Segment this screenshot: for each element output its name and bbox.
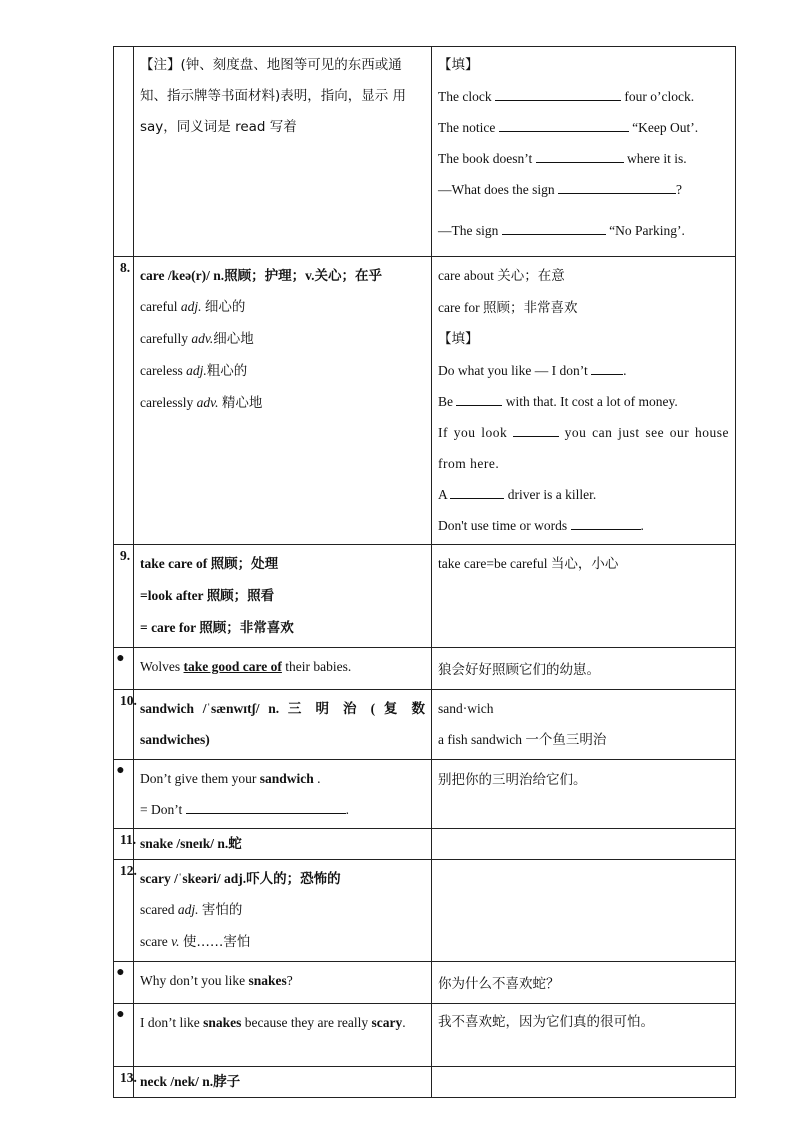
fill-label: 【填】 xyxy=(438,57,479,73)
derivative: carelessly adv. 精心地 xyxy=(140,395,263,411)
bullet-icon: ● xyxy=(114,962,134,1004)
fill-cell xyxy=(432,257,736,545)
translation-cell xyxy=(432,962,736,1004)
table-row xyxy=(114,1067,736,1098)
word-headword: snake /sneɪk/ n.蛇 xyxy=(140,836,242,851)
fill-sentence: Be with that. It cost a lot of money. xyxy=(438,394,678,409)
vocabulary-table xyxy=(113,46,736,1098)
bullet-icon: ● xyxy=(114,648,134,690)
answer-blank[interactable] xyxy=(186,801,346,814)
table-row xyxy=(114,829,736,860)
word-headword: neck /nek/ n.脖子 xyxy=(140,1074,241,1089)
row-number: 8. xyxy=(114,257,134,545)
word-cell xyxy=(134,257,432,545)
row-number: 12. xyxy=(114,860,134,962)
fill-cell xyxy=(432,47,736,257)
phrase: take care=be careful 当心，小心 xyxy=(438,556,619,571)
fill-sentence: The clock four o’clock. xyxy=(438,89,695,104)
example-sentence: = Don’t . xyxy=(140,802,349,817)
word-cell xyxy=(134,829,432,860)
example-cell xyxy=(134,962,432,1004)
translation-cell xyxy=(432,1004,736,1067)
fill-sentence: A driver is a killer. xyxy=(438,487,597,502)
example-cell xyxy=(134,648,432,690)
answer-blank[interactable] xyxy=(502,222,606,235)
table-row xyxy=(114,545,736,648)
answer-blank[interactable] xyxy=(499,119,629,132)
note-cell xyxy=(432,1067,736,1098)
table-row xyxy=(114,690,736,760)
table-row xyxy=(114,47,736,257)
note-cell xyxy=(432,545,736,648)
example-cell xyxy=(134,1004,432,1067)
answer-blank[interactable] xyxy=(513,424,559,437)
word-cell xyxy=(134,1067,432,1098)
fill-sentence: The notice “Keep Out’. xyxy=(438,120,699,135)
phrase: =look after 照顾；照看 xyxy=(140,588,275,604)
word-cell xyxy=(134,860,432,962)
fill-sentence: Don't use time or words . xyxy=(438,518,644,533)
derivative: scared adj. 害怕的 xyxy=(140,902,243,918)
derivative: scare v. 使……害怕 xyxy=(140,934,251,950)
answer-blank[interactable] xyxy=(558,181,676,194)
translation-cell xyxy=(432,760,736,829)
word-headword: scary /ˈskeəri/ adj.吓人的；恐怖的 xyxy=(140,871,341,886)
derivative: carefully adv.细心地 xyxy=(140,331,254,347)
translation-cell xyxy=(432,648,736,690)
word-headword: care /keə(r)/ n.照顾；护理；v.关心；在乎 xyxy=(140,268,382,283)
fill-sentence: —What does the sign ? xyxy=(438,182,682,197)
syllables: sand·wich xyxy=(438,701,494,716)
note-cell xyxy=(432,829,736,860)
bullet-icon: ● xyxy=(114,1004,134,1067)
row-number: 10. xyxy=(114,690,134,760)
example-sentence: Wolves take good care of their babies. xyxy=(140,659,352,674)
table-row xyxy=(114,1004,736,1067)
note-cell xyxy=(432,690,736,760)
translation: 我不喜欢蛇，因为它们真的很可怕。 xyxy=(438,1014,654,1030)
fill-sentence: —The sign “No Parking’. xyxy=(438,223,685,238)
translation: 别把你的三明治给它们。 xyxy=(438,772,587,788)
translation: 你为什么不喜欢蛇？ xyxy=(438,976,560,992)
derivative: careful adj. 细心的 xyxy=(140,299,246,315)
table-row xyxy=(114,760,736,829)
row-number xyxy=(114,47,134,257)
word-cell xyxy=(134,690,432,760)
answer-blank[interactable] xyxy=(536,150,624,163)
phrase: a fish sandwich 一个鱼三明治 xyxy=(438,732,607,748)
example-cell xyxy=(134,760,432,829)
answer-blank[interactable] xyxy=(456,393,502,406)
fill-sentence: The book doesn’t where it is. xyxy=(438,151,687,166)
answer-blank[interactable] xyxy=(591,362,623,375)
table-row xyxy=(114,962,736,1004)
table-row xyxy=(114,648,736,690)
table-row xyxy=(114,257,736,545)
answer-blank[interactable] xyxy=(450,486,504,499)
fill-label: 【填】 xyxy=(438,331,479,347)
word-cell xyxy=(134,545,432,648)
derivative: careless adj.粗心的 xyxy=(140,363,248,379)
example-sentence: I don’t like snakes because they are really scary. xyxy=(140,1015,406,1030)
note-cell xyxy=(432,860,736,962)
answer-blank[interactable] xyxy=(495,88,621,101)
note-cell xyxy=(134,47,432,257)
note-text: 【注】(钟、刻度盘、地图等可见的东西或通知、指示牌等书面材料)表明，指向，显示 用 say，同义词是 read 写着 xyxy=(140,57,407,135)
example-sentence: Don’t give them your sandwich . xyxy=(140,771,321,786)
translation: 狼会好好照顾它们的幼崽。 xyxy=(438,662,600,678)
answer-blank[interactable] xyxy=(571,517,641,530)
fill-sentence: Do what you like — I don’t . xyxy=(438,363,627,378)
table-row xyxy=(114,860,736,962)
word-headword: sandwich /ˈsænwɪtʃ/ n. 三 明 治 ( 复 数 sandwiches) xyxy=(140,701,425,747)
phrase: = care for 照顾；非常喜欢 xyxy=(140,620,294,636)
row-number: 11. xyxy=(114,829,134,860)
row-number: 9. xyxy=(114,545,134,648)
phrase: care about 关心；在意 xyxy=(438,268,565,284)
bullet-icon: ● xyxy=(114,760,134,829)
phrase: take care of 照顾；处理 xyxy=(140,556,279,572)
fill-sentence: If you look you can just see our house from here. xyxy=(438,425,730,471)
row-number: 13. xyxy=(114,1067,134,1098)
phrase: care for 照顾；非常喜欢 xyxy=(438,300,578,316)
example-sentence: Why don’t you like snakes? xyxy=(140,973,293,988)
